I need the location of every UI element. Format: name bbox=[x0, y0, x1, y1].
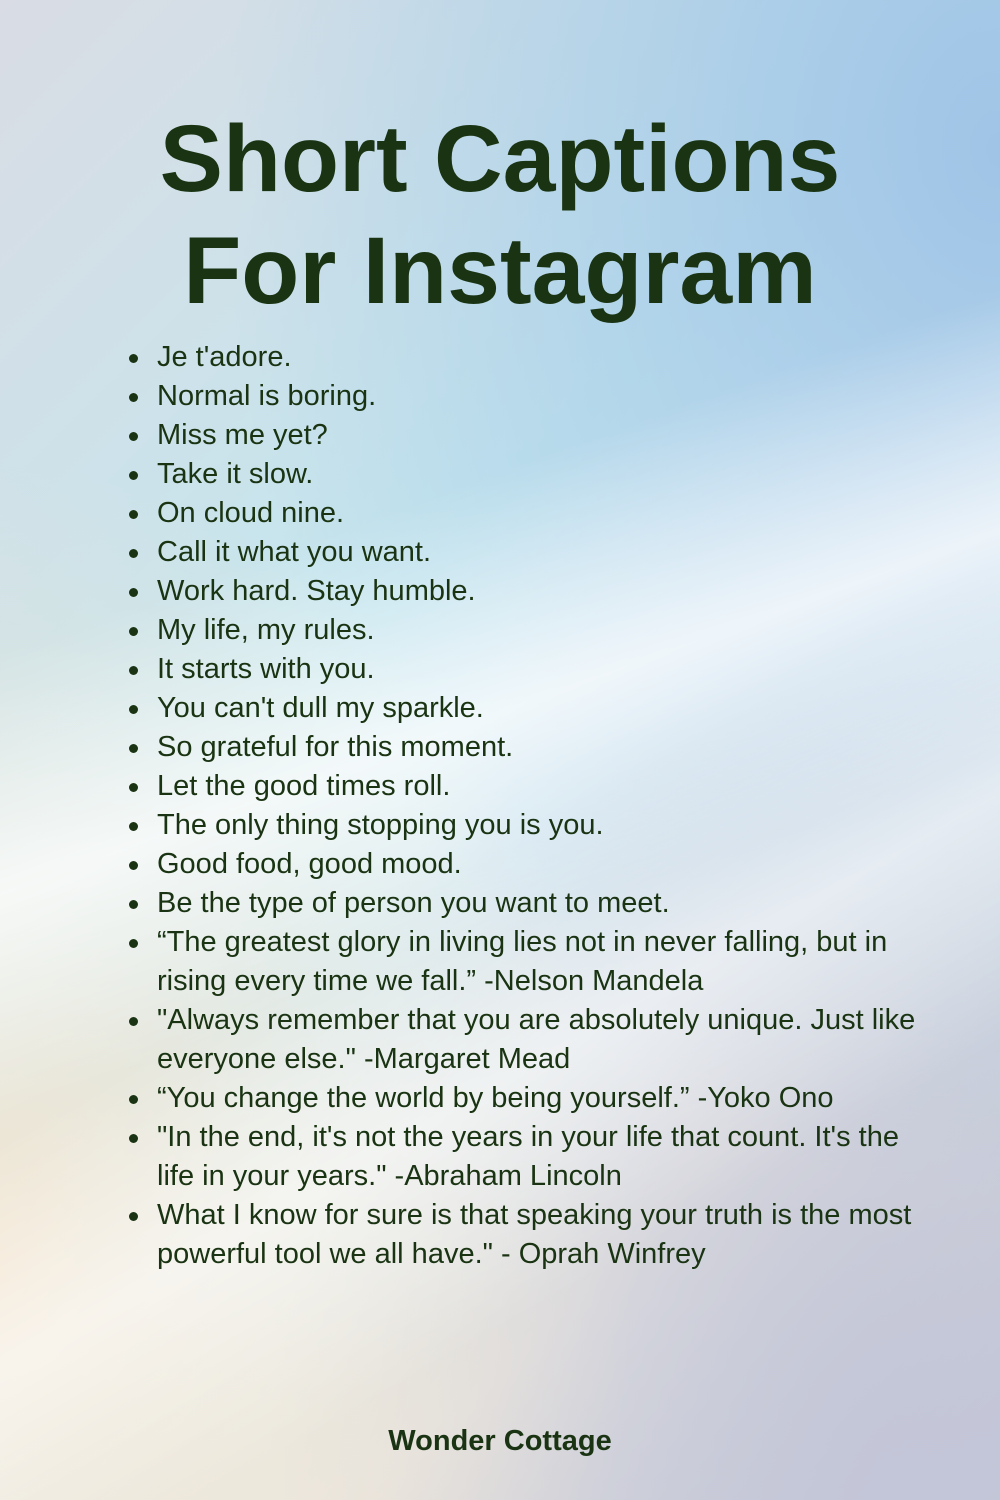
brand-footer: Wonder Cottage bbox=[388, 1425, 612, 1457]
caption-item: Call it what you want. bbox=[157, 533, 917, 572]
caption-item: “You change the world by being yourself.” -Yoko Ono bbox=[157, 1079, 917, 1118]
caption-item: “The greatest glory in living lies not in never falling, but in rising every time we fall.” -Nelson Mandela bbox=[157, 923, 917, 1001]
page-title bbox=[0, 103, 1000, 327]
caption-item: You can't dull my sparkle. bbox=[157, 689, 917, 728]
caption-item: Good food, good mood. bbox=[157, 845, 917, 884]
caption-item: Be the type of person you want to meet. bbox=[157, 884, 917, 923]
caption-item: What I know for sure is that speaking your truth is the most powerful tool we all have." - Oprah Winfrey bbox=[157, 1196, 917, 1274]
caption-item: "In the end, it's not the years in your life that count. It's the life in your years." -Abraham Lincoln bbox=[157, 1118, 917, 1196]
caption-item: Miss me yet? bbox=[157, 416, 917, 455]
caption-item: Let the good times roll. bbox=[157, 767, 917, 806]
title-line-1: Short Captions bbox=[159, 106, 841, 212]
caption-item: My life, my rules. bbox=[157, 611, 917, 650]
caption-item: It starts with you. bbox=[157, 650, 917, 689]
caption-item: The only thing stopping you is you. bbox=[157, 806, 917, 845]
caption-item: Take it slow. bbox=[157, 455, 917, 494]
caption-item: "Always remember that you are absolutely unique. Just like everyone else." -Margaret Mead bbox=[157, 1001, 917, 1079]
caption-item: On cloud nine. bbox=[157, 494, 917, 533]
caption-list bbox=[157, 338, 917, 1274]
caption-item: Je t'adore. bbox=[157, 338, 917, 377]
caption-item: Normal is boring. bbox=[157, 377, 917, 416]
caption-item: Work hard. Stay humble. bbox=[157, 572, 917, 611]
caption-item: So grateful for this moment. bbox=[157, 728, 917, 767]
title-line-2: For Instagram bbox=[183, 218, 817, 324]
